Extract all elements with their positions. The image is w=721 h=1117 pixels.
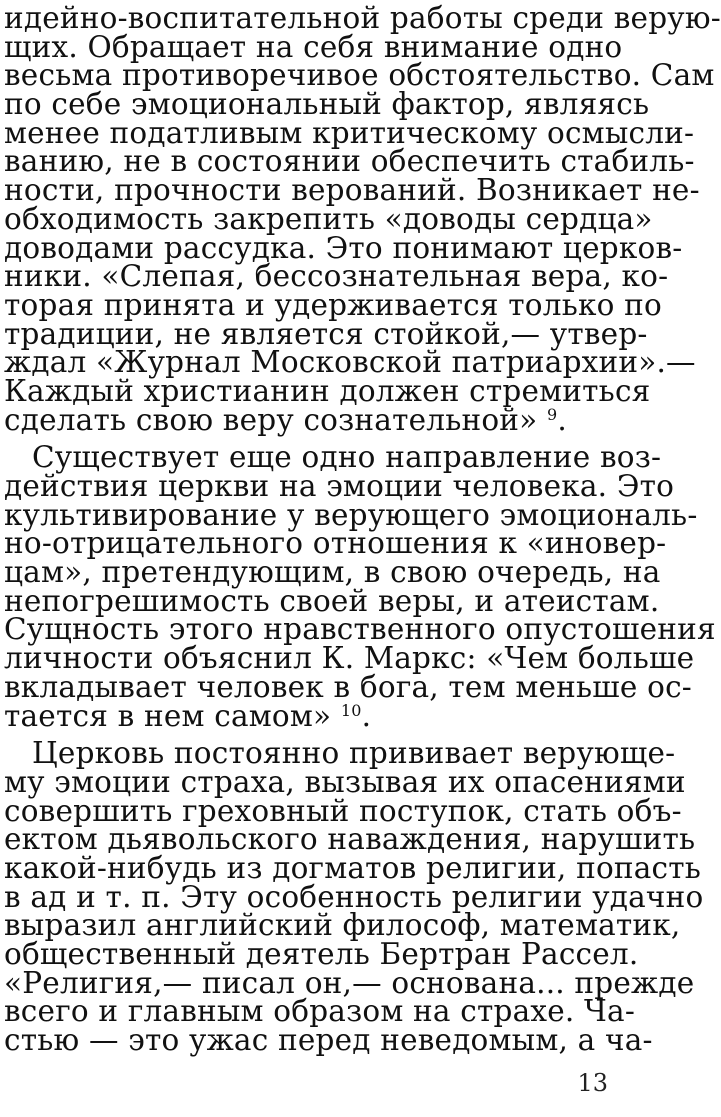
text-line: обходимость закрепить «доводы сердца»	[4, 201, 653, 236]
text-line: весьма противоречивое обстоятельство. Сам	[4, 58, 715, 93]
text-line: общественный деятель Бертран Рассел.	[4, 937, 639, 971]
text-line-content: сделать свою веру сознательной»	[4, 402, 538, 437]
text-line: ванию, не в состоянии обеспечить стабиль-	[4, 144, 695, 179]
footnote-ref: 10	[340, 700, 362, 720]
text-line: менее податливым критическому осмысли-	[4, 115, 695, 150]
paragraph	[4, 440, 716, 733]
text-line: щих. Обращает на себя внимание одно	[4, 29, 623, 64]
text-line: традиции, не является стойкой,— утвер-	[4, 316, 648, 351]
text-line: стью — это ужас перед неведомым, а ча-	[4, 1023, 653, 1058]
text-line: ности, прочности верований. Возникает не-	[4, 173, 700, 208]
text-line: по себе эмоциональный фактор, являясь	[4, 87, 650, 122]
paragraph	[4, 1, 721, 437]
text-line: сделать свою веру сознательной» $^9$.	[4, 402, 567, 437]
text-line: Существует еще одно направление воз-	[32, 440, 662, 475]
text-line: доводами рассудка. Это понимают церков-	[4, 230, 683, 265]
paragraph	[4, 736, 704, 1058]
text-line: Сущность этого нравственного опустошения	[4, 612, 716, 647]
text-line: ждал «Журнал Московской патриархии».—	[4, 345, 696, 380]
text-line: но-отрицательного отношения к «иновер-	[4, 526, 667, 561]
text-line: торая принята и удерживается только по	[4, 287, 662, 322]
text-line: какой-нибудь из догматов религии, попасть	[4, 850, 702, 885]
page-number: 13	[577, 1069, 608, 1097]
text-line: личности объяснил К. Маркс: «Чем больше	[4, 641, 695, 676]
text-line: Каждый христианин должен стремиться	[4, 373, 651, 408]
text-line: выразил английский философ, математик,	[4, 908, 681, 943]
body-text	[4, 1, 721, 1058]
footnote-ref: 9	[546, 404, 558, 424]
text-line: вкладывает человек в бога, тем меньше ос-	[4, 669, 692, 704]
text-line: ники. «Слепая, бессознательная вера, ко-	[4, 259, 669, 294]
text-line: тается в нем самом» $^{10}$.	[4, 698, 372, 733]
text-line: в ад и т. п. Эту особенность религии удачно	[4, 879, 704, 914]
text-line: «Религия,— писал он,— основана... прежде	[4, 965, 695, 1000]
text-line: цам», претендующим, в свою очередь, на	[4, 555, 661, 590]
text-line: совершить греховный поступок, стать объ-	[4, 793, 682, 828]
text-line: му эмоции страха, вызывая их опасениями	[4, 764, 686, 799]
text-line: идейно-воспитательной работы среди верую-	[4, 1, 721, 35]
text-line-content: тается в нем самом»	[4, 698, 332, 733]
text-line: всего и главным образом на страхе. Ча-	[4, 994, 635, 1029]
text-line: ектом дьявольского наваждения, нарушить	[4, 822, 696, 857]
text-line: непогрешимость своей веры, и атеистам.	[4, 583, 660, 618]
text-line: Церковь постоянно прививает верующе-	[32, 736, 676, 771]
text-line: действия церкви на эмоции человека. Это	[4, 469, 675, 503]
text-line: культивирование у верующего эмоциональ-	[4, 497, 698, 532]
